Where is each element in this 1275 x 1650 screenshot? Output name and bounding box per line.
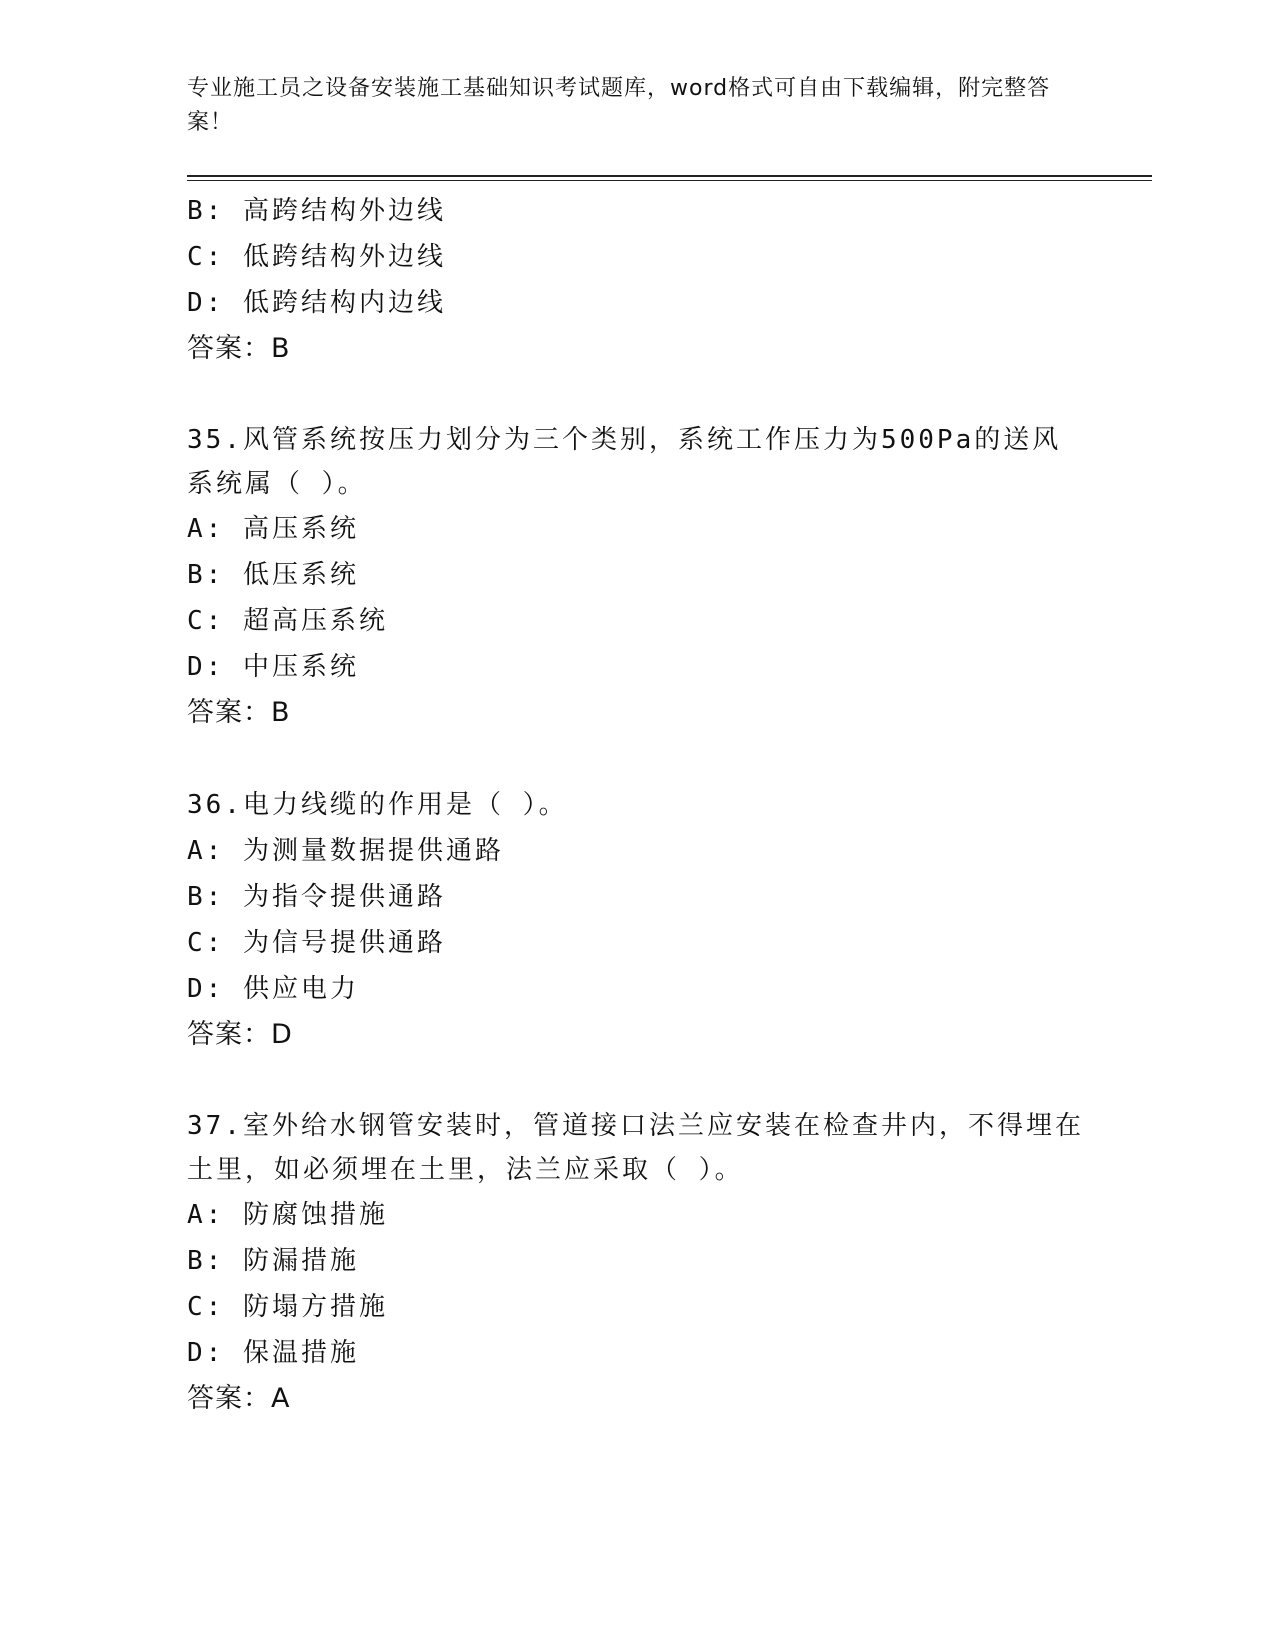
- answer-line: 答案：B: [187, 697, 291, 728]
- question-text: 37.室外给水钢管安装时，管道接口法兰应安装在检查井内，不得埋在土里，如必须埋在土里，法兰应采取（ ）。: [187, 1111, 1084, 1185]
- answer-line: 答案：D: [187, 1019, 293, 1050]
- header-divider-top: [187, 175, 1152, 177]
- option-c: C: 超高压系统: [187, 606, 388, 636]
- option-b: B: 低压系统: [187, 560, 359, 590]
- option-a: A: 高压系统: [187, 514, 359, 544]
- option-a: A: 防腐蚀措施: [187, 1200, 388, 1230]
- question-list: [187, 188, 1087, 1422]
- option-b: B: 防漏措施: [187, 1246, 359, 1276]
- option-a: A: 为测量数据提供通路: [187, 836, 504, 866]
- option-d: D: 低跨结构内边线: [187, 288, 446, 318]
- answer-line: 答案：A: [187, 1383, 291, 1414]
- option-b: B: 为指令提供通路: [187, 882, 446, 912]
- option-b: B: 高跨结构外边线: [187, 196, 446, 226]
- option-c: C: 防塌方措施: [187, 1292, 388, 1322]
- header-divider-bottom: [187, 180, 1152, 181]
- question-block-36: [187, 782, 1087, 1058]
- question-text: 36.电力线缆的作用是（ ）。: [187, 790, 568, 820]
- question-block-35: [187, 418, 1087, 736]
- question-block-34: [187, 188, 1087, 372]
- answer-line: 答案：B: [187, 333, 291, 364]
- question-text: 35.风管系统按压力划分为三个类别，系统工作压力为500Pa的送风系统属（ ）。: [187, 425, 1062, 499]
- option-c: C: 低跨结构外边线: [187, 242, 446, 272]
- option-c: C: 为信号提供通路: [187, 928, 446, 958]
- question-block-37: [187, 1104, 1087, 1422]
- option-d: D: 保温措施: [187, 1338, 359, 1368]
- option-d: D: 中压系统: [187, 652, 359, 682]
- document-header: 专业施工员之设备安装施工基础知识考试题库，word格式可自由下载编辑，附完整答案！: [187, 76, 1051, 135]
- option-d: D: 供应电力: [187, 974, 359, 1004]
